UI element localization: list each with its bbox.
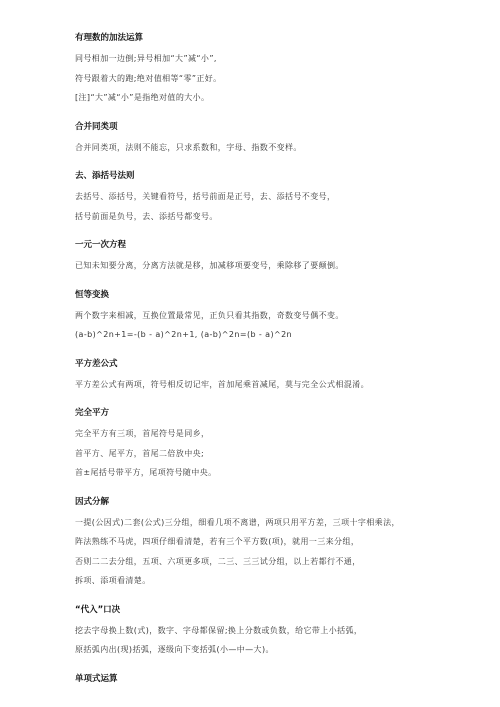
text-line: 已知未知要分离，分离方法就是移，加减移项要变号，乘除移了要颠倒。 (75, 261, 344, 270)
section-linear-equation (75, 239, 500, 276)
section-heading: “代入”口决 (75, 604, 121, 615)
text-line: 否则二二去分组，五项、六项更多项，二三、三三试分组，以上若都行不通， (75, 556, 361, 566)
section-monomial-operations (75, 673, 500, 686)
section-heading: 因式分解 (75, 496, 110, 507)
text-line: 同号相加一边倒;异号相加“大”减“小”, (75, 54, 217, 63)
section-heading: 去、添括号法则 (75, 171, 135, 181)
text-line: 两个数字来相减，互换位置最常见，正负只看其指数，奇数变号偶不变。 (75, 310, 344, 320)
text-line: 阵法熟练不马虎，四项仔细看清楚，若有三个平方数(项)，就用一三来分组， (75, 537, 360, 546)
section-identity-transform (75, 289, 500, 345)
section-heading: 合并同类项 (75, 121, 118, 132)
text-line: 括号前面是负号，去、添括号都变号。 (75, 211, 218, 221)
text-line: 平方差公式有两项，符号相反切记牢，首加尾乘首减尾，莫与完全公式相混淆。 (75, 379, 369, 389)
formula-line: (a-b)^2n+1=-(b - a)^2n+1, (a-b)^2n=(b - a)^2n (75, 330, 293, 339)
section-heading: 平方差公式 (75, 358, 118, 369)
text-line: 挖去字母换上数(式)，数字、字母都保留;换上分数或负数，给它带上小括弧， (75, 625, 363, 635)
section-heading: 一元一次方程 (75, 240, 127, 250)
text-line: 去括号、添括号，关键看符号，括号前面是正号，去、添括号不变号， (75, 192, 336, 201)
section-heading: 单项式运算 (75, 673, 118, 684)
section-addition-rules (75, 32, 500, 108)
section-difference-of-squares (75, 358, 500, 395)
section-perfect-square (75, 407, 500, 483)
text-line: 合并同类项，法则不能忘，只求系数和，字母、指数不变样。 (75, 142, 302, 152)
section-heading: 完全平方 (75, 408, 110, 418)
text-line: 完全平方有三项，首尾符号是同乡， (75, 429, 210, 438)
text-line: 原括弧内出(现)括弧，逐级向下变括弧(小—中—大)。 (75, 645, 274, 654)
text-line: 首±尾括号带平方，尾项符号随中央。 (75, 468, 217, 477)
section-factorization (75, 496, 500, 591)
text-line: 拆项、添项看清楚。 (75, 576, 151, 585)
section-heading: 有理数的加法运算 (75, 33, 144, 43)
section-heading: 恒等变换 (75, 289, 110, 300)
text-line: 符号跟着大的跑;绝对值相等“零”正好。 (75, 73, 222, 83)
section-combine-like-terms (75, 121, 500, 158)
text-line: 首平方、尾平方，首尾二倍放中央; (75, 448, 205, 458)
section-brackets (75, 170, 500, 226)
section-substitution (75, 604, 500, 660)
text-line: 一提(公因式)二套(公式)三分组，细看几项不离谱，两项只用平方差，三项十字相乘法， (75, 517, 400, 527)
text-line: [注]“大”减“小”是指绝对值的大小。 (75, 93, 210, 102)
